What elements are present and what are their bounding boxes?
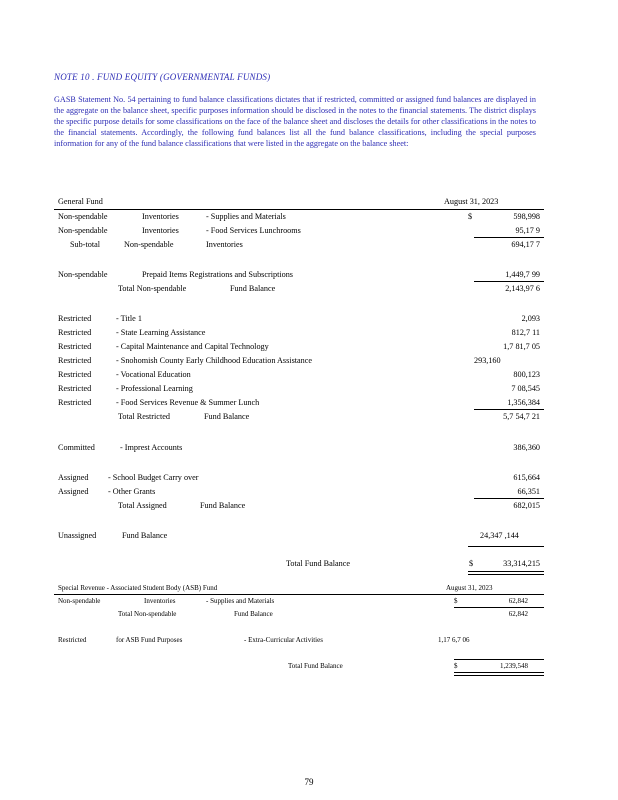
row-category: Prepaid Items Registrations and Subscriptions [142, 270, 293, 279]
note-paragraph: GASB Statement No. 54 pertaining to fund balance classifications dictates that if restricted, committed or assigned fund balances are displayed in the aggregate on the balance sheet, specific purposes information should be disclosed in the notes to the financial statements. The district displays the specific purpose details for some classifications on the face of the balance sheet and discloses the details for other classifications in the notes to the financial statements. Accordingly, the following fund balances list all the fund balance classifications, including the special purposes information for any of the fund balance classifications that were listed in the aggregate on the balance sheet: [54, 95, 536, 148]
row-value: 682,015 [513, 501, 540, 510]
subtotal-rule [474, 237, 544, 238]
row-category: for ASB Fund Purposes [116, 636, 183, 644]
row-label: Restricted [58, 356, 92, 365]
total-value: 1,239,548 [500, 662, 528, 670]
row-value: 293,160 [474, 356, 501, 365]
row-label: Non-spendable [58, 212, 108, 221]
row-value: 598,998 [513, 212, 540, 221]
total-double-rule [468, 571, 544, 575]
total-rule [468, 546, 544, 547]
row-value: 2,093 [521, 314, 540, 323]
row-value: 386,360 [513, 443, 540, 452]
subtotal-rule [454, 607, 544, 608]
row-detail: Inventories [206, 240, 243, 249]
total-label: Total Fund Balance [288, 662, 343, 670]
row-value: 62,842 [508, 610, 528, 618]
row-category: - Imprest Accounts [120, 443, 183, 452]
subtotal-rule [474, 281, 544, 282]
row-category: - School Budget Carry over [108, 473, 199, 482]
row-category: - Professional Learning [116, 384, 193, 393]
row-category: - Vocational Education [116, 370, 191, 379]
row-category: - Snohomish County Early Childhood Education Assistance [116, 356, 313, 365]
row-currency: $ [454, 597, 458, 605]
total-value: 33,314,215 [503, 559, 540, 568]
row-category: Total Non-spendable [118, 610, 177, 618]
row-detail: Fund Balance [200, 501, 246, 510]
row-detail: - Food Services Lunchrooms [206, 226, 301, 235]
total-rule [454, 659, 544, 660]
row-value: 62,842 [508, 597, 528, 605]
row-category: Fund Balance [122, 531, 168, 540]
row-value: 2,143,97 6 [505, 284, 540, 293]
row-label: Non-spendable [58, 226, 108, 235]
row-detail: - Supplies and Materials [206, 597, 275, 605]
row-value: 615,664 [513, 473, 540, 482]
row-label: Assigned [58, 487, 89, 496]
row-label: Restricted [58, 398, 92, 407]
total-currency: $ [469, 559, 474, 568]
table-header-left: Special Revenue - Associated Student Body (ASB) Fund [58, 584, 218, 592]
note-title: NOTE 10 . FUND EQUITY (GOVERNMENTAL FUNDS) [54, 72, 271, 82]
row-detail: Fund Balance [234, 610, 273, 618]
row-category: - Food Services Revenue & Summer Lunch [116, 398, 260, 407]
row-value: 66,351 [517, 487, 540, 496]
header-rule [54, 594, 544, 595]
row-value: 1,17 6,7 06 [438, 636, 470, 644]
row-detail: Fund Balance [204, 412, 250, 421]
row-currency: $ [468, 212, 473, 221]
total-double-rule [454, 672, 544, 676]
row-value: 1,449,7 99 [505, 270, 540, 279]
row-category: Inventories [142, 212, 179, 221]
table-header-left: General Fund [58, 197, 103, 206]
row-value: 812,7 11 [511, 328, 540, 337]
row-category: Total Restricted [118, 412, 170, 421]
row-label: Restricted [58, 328, 92, 337]
row-category: - State Learning Assistance [116, 328, 206, 337]
subtotal-rule [474, 498, 544, 499]
row-value: 1,7 81,7 05 [503, 342, 540, 351]
row-label: Non-spendable [58, 270, 108, 279]
row-label: Restricted [58, 370, 92, 379]
row-label: Committed [58, 443, 95, 452]
row-label: Restricted [58, 636, 87, 644]
header-rule [54, 209, 544, 210]
table-header [54, 197, 544, 208]
row-label: Sub-total [70, 240, 101, 249]
row-value: 24,347 ,144 [480, 531, 519, 540]
row-category: - Other Grants [108, 487, 156, 496]
row-category: Non-spendable [124, 240, 174, 249]
row-label: Restricted [58, 314, 92, 323]
row-category: - Capital Maintenance and Capital Technology [116, 342, 269, 351]
table-header-right: August 31, 2023 [446, 584, 493, 592]
row-category: Inventories [144, 597, 176, 605]
row-label: Unassigned [58, 531, 97, 540]
row-label: Restricted [58, 384, 92, 393]
row-value: 800,123 [513, 370, 540, 379]
table-header-right: August 31, 2023 [444, 197, 499, 206]
row-value: 694,17 7 [511, 240, 540, 249]
total-label: Total Fund Balance [286, 559, 350, 568]
row-detail: - Extra-Curricular Activities [244, 636, 323, 644]
total-currency: $ [454, 662, 458, 670]
row-value: 5,7 54,7 21 [503, 412, 540, 421]
row-label: Non-spendable [58, 597, 101, 605]
row-category: - Title 1 [116, 314, 142, 323]
row-value: 7 08,545 [511, 384, 540, 393]
row-detail: - Supplies and Materials [206, 212, 286, 221]
page-number: 79 [304, 777, 314, 787]
row-category: Total Non-spendable [118, 284, 187, 293]
row-detail: Fund Balance [230, 284, 276, 293]
row-label: Assigned [58, 473, 89, 482]
row-value: 95,17 9 [515, 226, 540, 235]
row-category: Inventories [142, 226, 179, 235]
row-category: Total Assigned [118, 501, 167, 510]
subtotal-rule [474, 409, 544, 410]
row-value: 1,356,384 [507, 398, 540, 407]
row-label: Restricted [58, 342, 92, 351]
